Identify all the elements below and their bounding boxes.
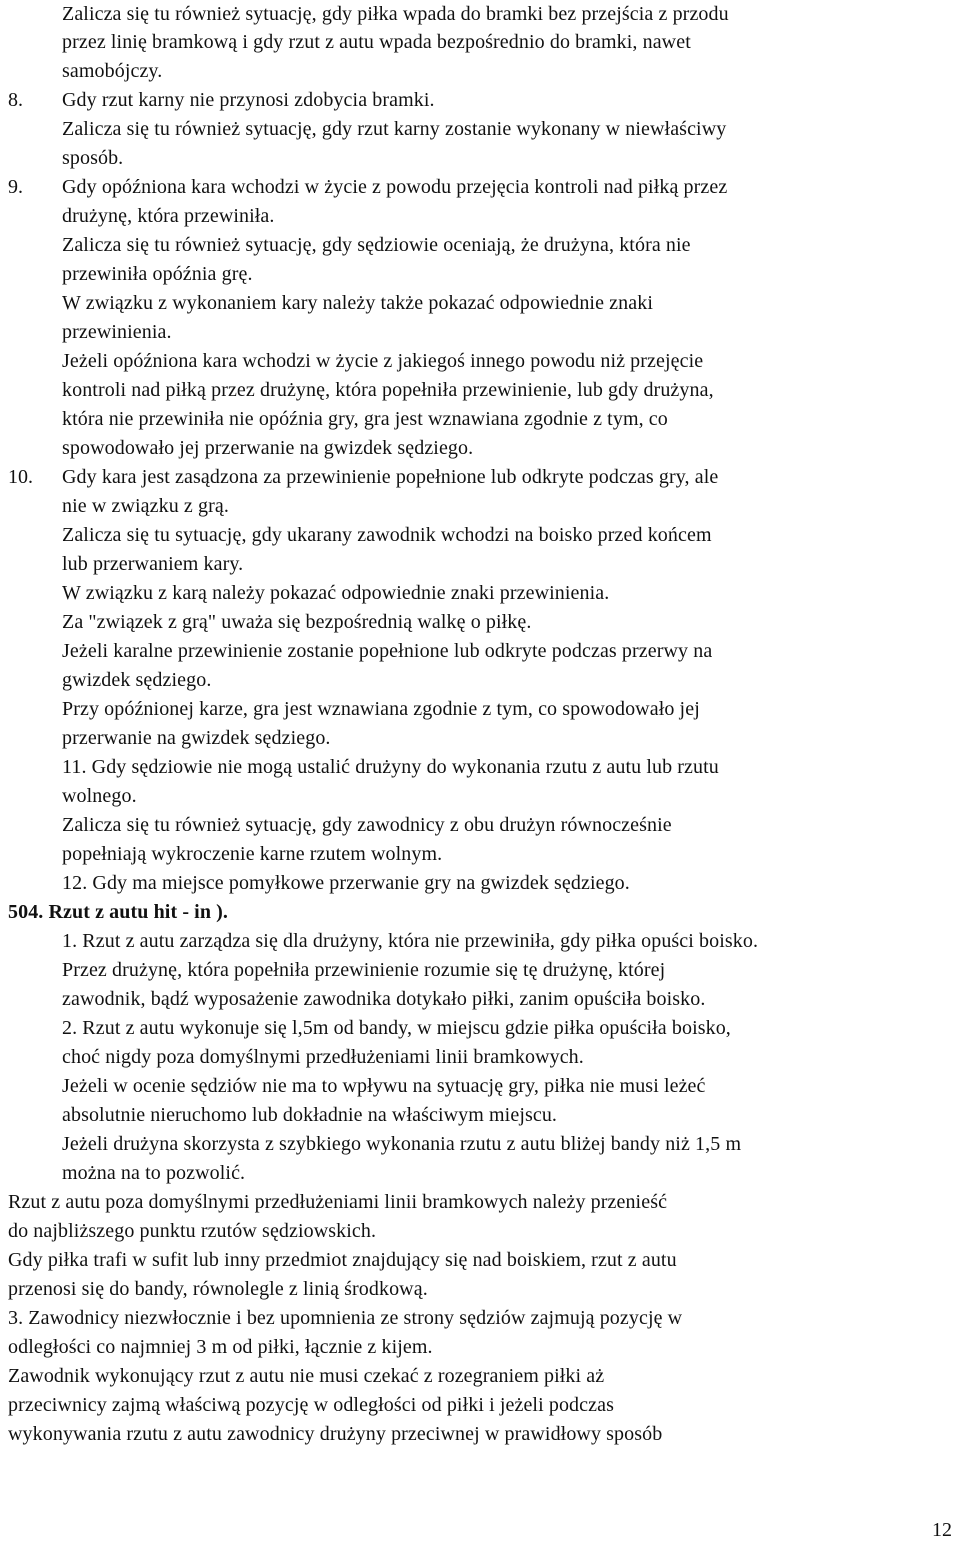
text-line: wykonywania rzutu z autu zawodnicy drużyny przeciwnej w prawidłowy sposób xyxy=(8,1423,663,1445)
text-line: lub przerwaniem kary. xyxy=(62,553,244,575)
text-line: Przy opóźnionej karze, gra jest wznawiana zgodnie z tym, co spowodowało jej xyxy=(62,698,700,720)
text-line: Jeżeli drużyna skorzysta z szybkiego wykonania rzutu z autu bliżej bandy niż 1,5 m xyxy=(62,1133,742,1155)
text-line: 12. Gdy ma miejsce pomyłkowe przerwanie gry na gwizdek sędziego. xyxy=(62,872,630,894)
text-line: samobójczy. xyxy=(62,60,163,82)
text-line: która nie przewiniła nie opóźnia gry, gra jest wznawiana zgodnie z tym, co xyxy=(62,408,668,430)
text-line: przeciwnicy zajmą właściwą pozycję w odległości od piłki i jeżeli podczas xyxy=(8,1394,614,1416)
text-line: przez linię bramkową i gdy rzut z autu wpada bezpośrednio do bramki, nawet xyxy=(62,31,691,53)
text-line: Za "związek z grą" uważa się bezpośrednią walkę o piłkę. xyxy=(62,611,532,633)
text-line: Jeżeli karalne przewinienie zostanie popełnione lub odkryte podczas przerwy na xyxy=(62,640,713,662)
list-number: 10. xyxy=(8,466,33,488)
text-line: nie w związku z grą. xyxy=(62,495,229,517)
text-line: Gdy rzut karny nie przynosi zdobycia bramki. xyxy=(62,89,435,111)
text-line: Rzut z autu poza domyślnymi przedłużeniami linii bramkowych należy przenieść xyxy=(8,1191,668,1213)
text-line: choć nigdy poza domyślnymi przedłużeniami linii bramkowych. xyxy=(62,1046,584,1068)
list-number: 8. xyxy=(8,89,23,111)
text-line: popełniają wykroczenie karne rzutem wolnym. xyxy=(62,843,443,865)
text-line: W związku z wykonaniem kary należy także pokazać odpowiednie znaki xyxy=(62,292,653,314)
text-line: Zalicza się tu również sytuację, gdy piłka wpada do bramki bez przejścia z przodu xyxy=(62,3,729,25)
text-line: absolutnie nieruchomo lub dokładnie na właściwym miejscu. xyxy=(62,1104,558,1126)
section-heading: 504. Rzut z autu hit - in ). xyxy=(8,901,229,923)
text-line: Zawodnik wykonujący rzut z autu nie musi czekać z rozegraniem piłki aż xyxy=(8,1365,605,1387)
text-line: Jeżeli opóźniona kara wchodzi w życie z jakiegoś innego powodu niż przejęcie xyxy=(62,350,704,372)
text-line: Przez drużynę, która popełniła przewinienie rozumie się tę drużynę, której xyxy=(62,959,666,981)
text-line: Gdy kara jest zasądzona za przewinienie popełnione lub odkryte podczas gry, ale xyxy=(62,466,719,488)
text-line: 1. Rzut z autu zarządza się dla drużyny, która nie przewiniła, gdy piłka opuści boisko. xyxy=(62,930,759,952)
list-number: 9. xyxy=(8,176,23,198)
text-line: Gdy opóźniona kara wchodzi w życie z powodu przejęcia kontroli nad piłką przez xyxy=(62,176,728,198)
text-line: można na to pozwolić. xyxy=(62,1162,246,1184)
text-line: przerwanie na gwizdek sędziego. xyxy=(62,727,331,749)
text-line: sposób. xyxy=(62,147,124,169)
text-line: Zalicza się tu sytuację, gdy ukarany zawodnik wchodzi na boisko przed końcem xyxy=(62,524,712,546)
text-line: do najbliższego punktu rzutów sędziowskich. xyxy=(8,1220,377,1242)
text-line: drużynę, która przewiniła. xyxy=(62,205,275,227)
text-line: kontroli nad piłką przez drużynę, która popełniła przewinienie, lub gdy drużyna, xyxy=(62,379,714,401)
text-line: Zalicza się tu również sytuację, gdy zawodnicy z obu drużyn równocześnie xyxy=(62,814,672,836)
text-line: 3. Zawodnicy niezwłocznie i bez upomnienia ze strony sędziów zajmują pozycję w xyxy=(8,1307,683,1329)
text-line: 2. Rzut z autu wykonuje się l,5m od bandy, w miejscu gdzie piłka opuściła boisko, xyxy=(62,1017,731,1039)
text-line: spowodowało jej przerwanie na gwizdek sędziego. xyxy=(62,437,474,459)
text-line: przewiniła opóźnia grę. xyxy=(62,263,253,285)
page-number: 12 xyxy=(932,1519,952,1541)
text-line: Zalicza się tu również sytuację, gdy rzut karny zostanie wykonany w niewłaściwy xyxy=(62,118,727,140)
text-line: gwizdek sędziego. xyxy=(62,669,212,691)
text-line: Zalicza się tu również sytuację, gdy sędziowie oceniają, że drużyna, która nie xyxy=(62,234,691,256)
text-line: Gdy piłka trafi w sufit lub inny przedmiot znajdujący się nad boiskiem, rzut z autu xyxy=(8,1249,677,1271)
text-line: 11. Gdy sędziowie nie mogą ustalić drużyny do wykonania rzutu z autu lub rzutu xyxy=(62,756,719,778)
text-line: zawodnik, bądź wyposażenie zawodnika dotykało piłki, zanim opuściła boisko. xyxy=(62,988,706,1010)
text-line: odległości co najmniej 3 m od piłki, łącznie z kijem. xyxy=(8,1336,433,1358)
text-line: W związku z karą należy pokazać odpowiednie znaki przewinienia. xyxy=(62,582,610,604)
text-line: przenosi się do bandy, równolegle z linią środkową. xyxy=(8,1278,428,1300)
text-line: przewinienia. xyxy=(62,321,172,343)
text-line: Jeżeli w ocenie sędziów nie ma to wpływu na sytuację gry, piłka nie musi leżeć xyxy=(62,1075,706,1097)
text-line: wolnego. xyxy=(62,785,137,807)
